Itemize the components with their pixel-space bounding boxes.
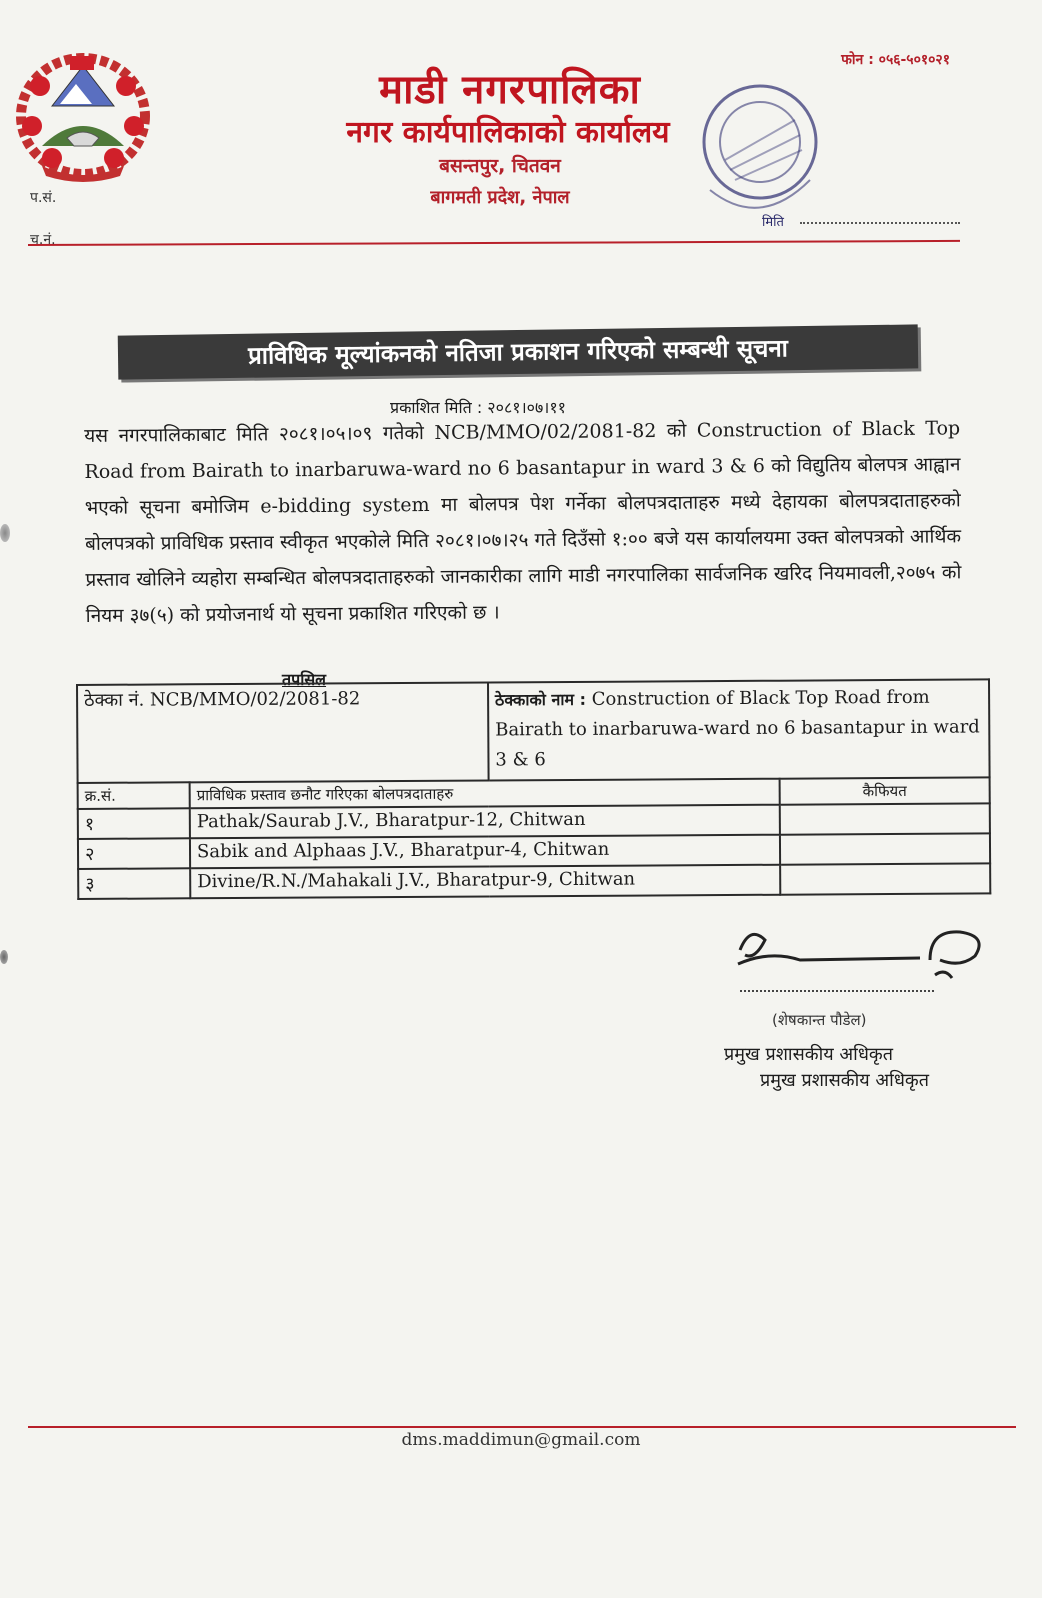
reference-number-label: प.सं. bbox=[30, 190, 57, 206]
row-bidder: Divine/R.N./Mahakali J.V., Bharatpur-9, Chitwan bbox=[190, 865, 780, 899]
table-row bbox=[78, 863, 990, 899]
address-line-1: बसन्तपुर, चितवन bbox=[439, 155, 561, 177]
row-remarks bbox=[780, 863, 990, 894]
bidders-table bbox=[76, 678, 991, 900]
contract-name: Construction of Black Top Road from Bairath to inarbaruwa-ward no 6 basantapur in ward 3 & 6 bbox=[495, 686, 980, 771]
signatory-title-handwritten: प्रमुख प्रशासकीय अधिकृत bbox=[724, 1044, 893, 1065]
contract-number: ठेक्का नं. NCB/MMO/02/2081-82 bbox=[84, 688, 361, 711]
footer-divider bbox=[28, 1426, 1016, 1428]
row-serial: २ bbox=[78, 838, 190, 869]
dispatch-number-label: च.नं. bbox=[30, 232, 56, 248]
signature-line bbox=[740, 990, 934, 992]
nepal-emblem-icon bbox=[12, 46, 154, 186]
office-stamp-icon bbox=[690, 80, 830, 230]
header-serial: क्र.सं. bbox=[78, 782, 190, 809]
row-remarks bbox=[780, 833, 990, 864]
signature-icon bbox=[730, 920, 990, 984]
row-serial: ३ bbox=[78, 868, 190, 899]
header-bidders: प्राविधिक प्रस्ताव छनौट गरिएका बोलपत्रदाताहरु bbox=[190, 779, 780, 809]
row-remarks bbox=[780, 803, 990, 834]
municipality-name: माडी नगरपालिका bbox=[379, 67, 641, 113]
header-divider bbox=[28, 240, 960, 246]
date-blank-line bbox=[800, 222, 960, 224]
notice-body: यस नगरपालिकाबाट मिति २०८१।०५।०९ गतेको NCB/MMO/02/2081-82 को Construction of Black Top Road from Bairath to inarbaruwa-ward no 6 basantapur in ward 3 & 6 को विद्युतिय बोलपत्र आह्वान भएको सूचना बमोजिम e-bidding system मा बोलपत्र पेश गर्नेका बोलपत्रदाताहरु मध्ये देहायका बोलपत्रदाताहरुको बोलपत्रको प्राविधिक प्रस्ताव स्वीकृत भएकोले मिति २०८१।०७।२५ गते दिउँसो १:०० बजे यस कार्यालयमा उक्त बोलपत्रको आर्थिक प्रस्ताव खोलिने व्यहोरा सम्बन्धित बोलपत्रदाताहरुको जानकारीका लागि माडी नगरपालिका सार्वजनिक खरिद नियमावली,२०७५ को नियम ३७(५) को प्रयोजनार्थ यो सूचना प्रकाशित गरिएको छ । bbox=[84, 417, 962, 627]
date-label: मिति bbox=[762, 215, 784, 230]
punch-hole bbox=[0, 524, 10, 542]
phone-number: फोन : ०५६-५०१०२१ bbox=[841, 52, 950, 68]
signatory-name: (शेषकान्त पौडेल) bbox=[772, 1011, 867, 1029]
contract-number-cell bbox=[77, 682, 488, 783]
header-remarks: कैफियत bbox=[780, 777, 990, 804]
row-serial: १ bbox=[78, 808, 190, 839]
row-bidder: Sabik and Alphaas J.V., Bharatpur-4, Chitwan bbox=[190, 835, 780, 869]
punch-hole bbox=[0, 950, 8, 964]
row-bidder: Pathak/Saurab J.V., Bharatpur-12, Chitwan bbox=[190, 805, 780, 839]
notice-title: प्राविधिक मूल्यांकनको नतिजा प्रकाशन गरिएको सम्बन्धी सूचना bbox=[118, 324, 919, 379]
signatory-title-printed: प्रमुख प्रशासकीय अधिकृत bbox=[760, 1070, 929, 1091]
contract-name-cell bbox=[488, 679, 990, 780]
footer-email: dms.maddimun@gmail.com bbox=[401, 1430, 641, 1450]
contract-name-label: ठेक्काको नाम : bbox=[494, 689, 587, 710]
address-line-2: बागमती प्रदेश, नेपाल bbox=[430, 187, 570, 208]
details-heading: तपसिल bbox=[282, 670, 327, 689]
office-name: नगर कार्यपालिकाको कार्यालय bbox=[346, 115, 670, 150]
published-date: प्रकाशित मिति : २०८१।०७।११ bbox=[390, 398, 566, 417]
